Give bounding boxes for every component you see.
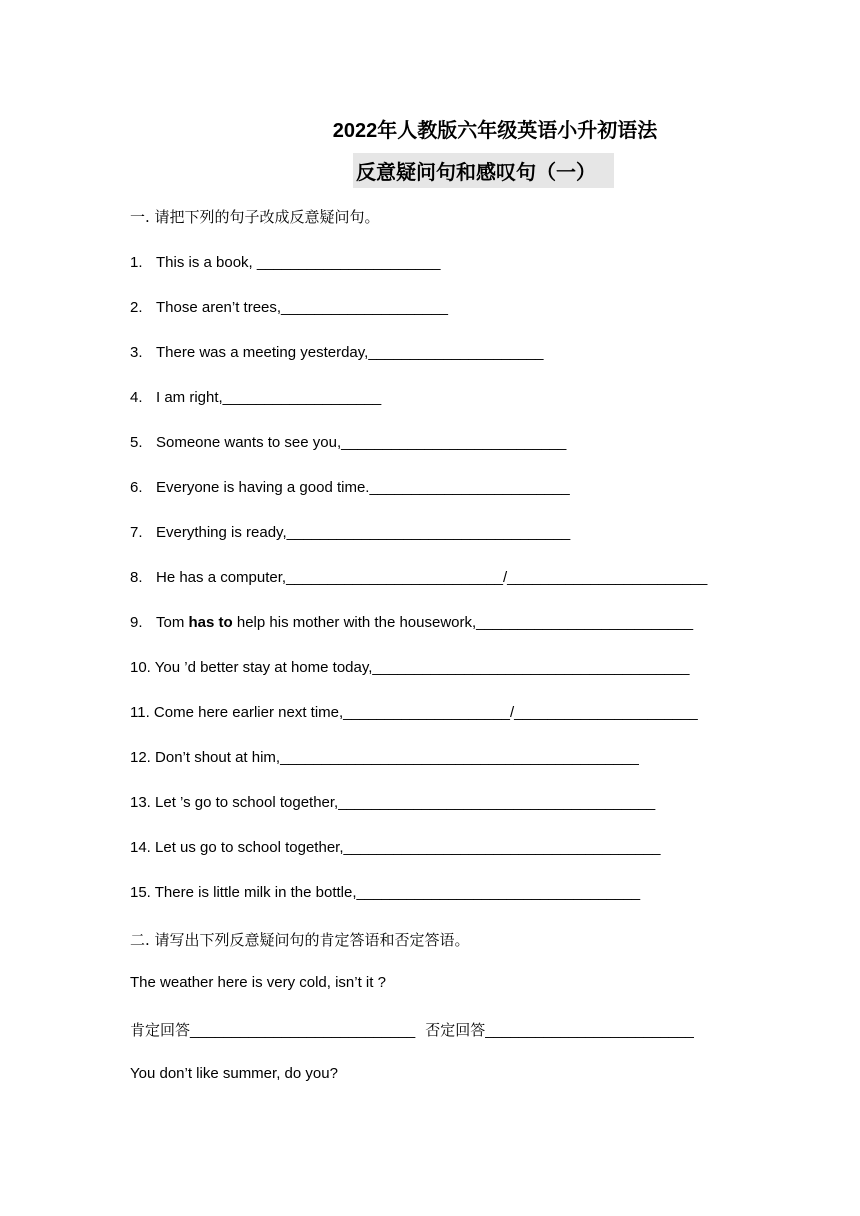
item-text: Let ’s go to school together,______________________________________ <box>155 794 656 811</box>
exercise-item <box>130 569 707 586</box>
item-number: 6. <box>130 479 143 496</box>
item-number: 9. <box>130 614 143 631</box>
item-number: 1. <box>130 254 143 271</box>
item-number: 7. <box>130 524 143 541</box>
section1-heading: 一. 请把下列的句子改成反意疑问句。 <box>130 208 380 226</box>
item-text: Everyone is having a good time.________________________ <box>156 479 570 496</box>
exercise-item <box>130 524 570 541</box>
exercise-item <box>130 299 448 316</box>
item-number: 15. <box>130 884 151 901</box>
item-text: He has a computer,__________________________/________________________ <box>156 569 708 586</box>
question-1: The weather here is very cold, isn’t it ? <box>130 974 386 991</box>
exercise-item <box>130 704 698 721</box>
item-text-bold: has to <box>188 614 233 631</box>
item-text: You ’d better stay at home today,______________________________________ <box>154 659 690 676</box>
exercise-item <box>130 749 639 766</box>
positive-answer-label: 肯定回答 <box>130 1021 191 1039</box>
item-number: 8. <box>130 569 143 586</box>
subtitle-wrapper <box>353 153 614 188</box>
item-text: Don’t shout at him,___________________________________________ <box>155 749 639 766</box>
exercise-item <box>130 659 689 676</box>
exercise-item <box>130 479 570 496</box>
exercise-item <box>130 794 655 811</box>
page-title: 2022年人教版六年级英语小升初语法 <box>332 120 658 142</box>
negative-answer-blank: _________________________ <box>485 1022 694 1039</box>
negative-answer-label: 否定回答 <box>425 1021 486 1039</box>
item-text: Everything is ready,__________________________________ <box>156 524 571 541</box>
positive-answer-blank: ___________________________ <box>190 1022 416 1039</box>
exercise-item <box>130 254 440 271</box>
item-number: 12. <box>130 749 151 766</box>
page-subtitle: 反意疑问句和感叹句（一） <box>353 153 614 188</box>
section2-heading: 二. 请写出下列反意疑问句的肯定答语和否定答语。 <box>130 931 470 949</box>
item-number: 3. <box>130 344 143 361</box>
item-number: 11. <box>130 704 150 721</box>
answer-line <box>130 1019 694 1040</box>
item-number: 5. <box>130 434 143 451</box>
item-text-post: help his mother with the housework,__________________________ <box>232 614 694 631</box>
item-text: I am right,___________________ <box>156 389 382 406</box>
item-text: Let us go to school together,______________________________________ <box>155 839 661 856</box>
exercise-item <box>130 884 640 901</box>
item-number: 10. <box>130 659 151 676</box>
exercise-item <box>130 389 381 406</box>
item-text: There was a meeting yesterday,_____________________ <box>156 344 544 361</box>
item-number: 2. <box>130 299 143 316</box>
item-text: There is little milk in the bottle,__________________________________ <box>154 884 641 901</box>
exercise-item <box>130 839 661 856</box>
item-text: Someone wants to see you,___________________________ <box>156 434 567 451</box>
exercise-item <box>130 614 693 631</box>
item-number: 14. <box>130 839 151 856</box>
exercise-item <box>130 434 566 451</box>
item-number: 4. <box>130 389 143 406</box>
question-2: You don’t like summer, do you? <box>130 1065 338 1082</box>
item-text: Those aren’t trees,____________________ <box>156 299 448 316</box>
item-number: 13. <box>130 794 151 811</box>
item-text: This is a book, ______________________ <box>156 254 441 271</box>
item-text: Come here earlier next time,____________________/______________________ <box>153 704 698 721</box>
item-text-pre: Tom <box>156 614 189 631</box>
exercise-item <box>130 344 544 361</box>
